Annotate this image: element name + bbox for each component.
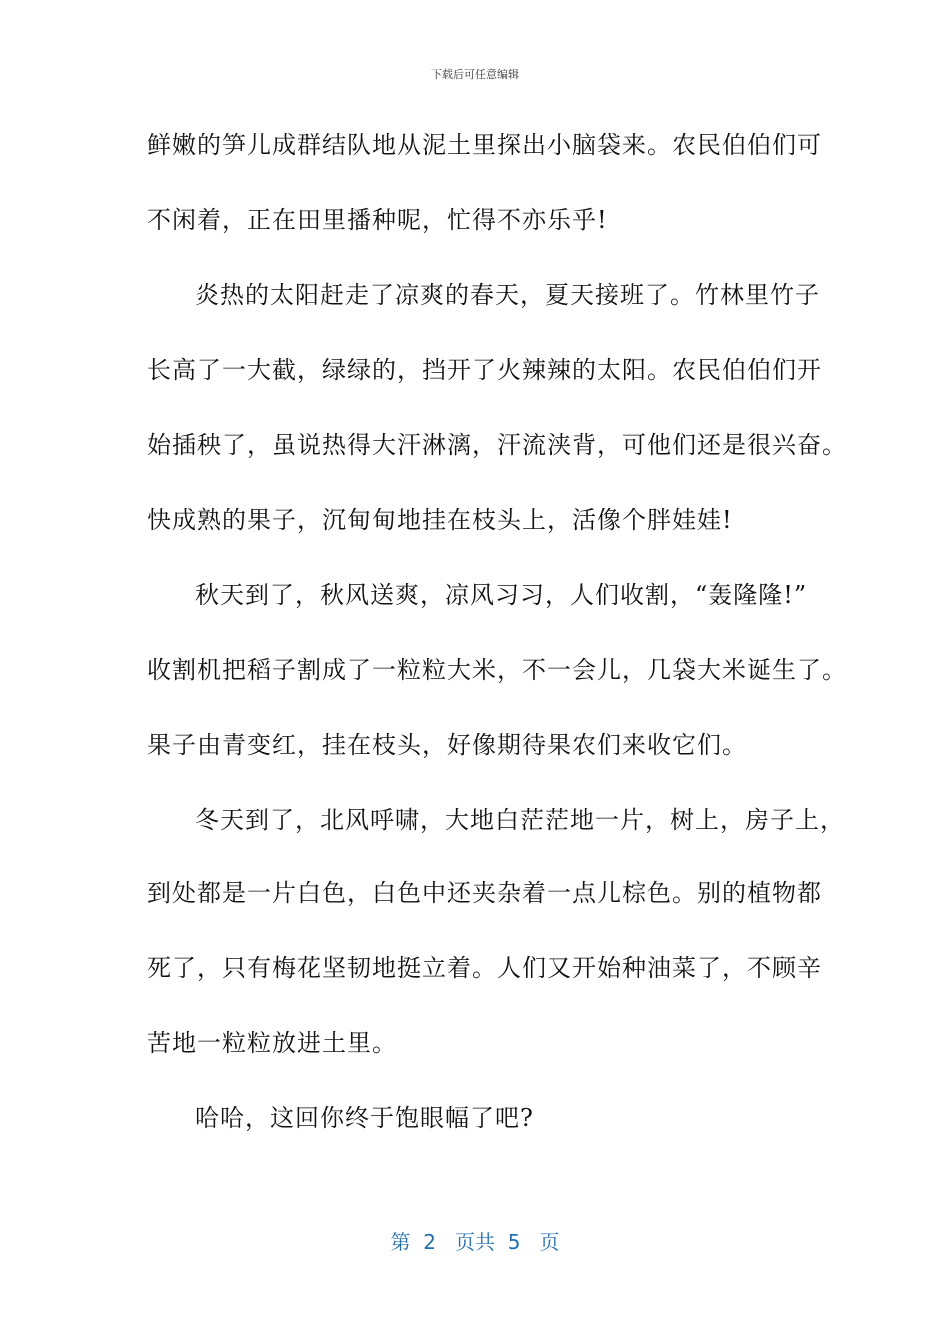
paragraph-line: 始插秧了，虽说热得大汗淋漓，汗流浃背，可他们还是很兴奋。	[147, 431, 847, 459]
page-number-footer: 第 2 页共 5 页	[390, 1230, 560, 1254]
page-header: 下载后可任意编辑	[431, 68, 519, 81]
paragraph-line: 炎热的太阳赶走了凉爽的春天，夏天接班了。竹林里竹子	[195, 281, 820, 309]
paragraph-line: 死了，只有梅花坚韧地挺立着。人们又开始种油菜了，不顾辛	[147, 954, 822, 982]
paragraph-line: 收割机把稻子割成了一粒粒大米，不一会儿，几袋大米诞生了。	[147, 656, 847, 684]
paragraph-line: 果子由青变红，挂在枝头，好像期待果农们来收它们。	[147, 731, 747, 759]
paragraph-line: 不闲着，正在田里播种呢，忙得不亦乐乎!	[147, 206, 608, 234]
paragraph-line: 冬天到了，北风呼啸，大地白茫茫地一片，树上，房子上，	[195, 806, 845, 834]
paragraph-line: 到处都是一片白色，白色中还夹杂着一点儿棕色。别的植物都	[147, 879, 822, 907]
paragraph-line: 鲜嫩的笋儿成群结队地从泥土里探出小脑袋来。农民伯伯们可	[147, 131, 822, 159]
paragraph-line: 苦地一粒粒放进土里。	[147, 1029, 397, 1057]
paragraph-line: 快成熟的果子，沉甸甸地挂在枝头上，活像个胖娃娃!	[147, 506, 733, 534]
paragraph-line: 哈哈，这回你终于饱眼幅了吧?	[195, 1104, 534, 1132]
paragraph-line: 长高了一大截，绿绿的，挡开了火辣辣的太阳。农民伯伯们开	[147, 356, 822, 384]
paragraph-line: 秋天到了，秋风送爽，凉风习习，人们收割，“轰隆隆!”	[195, 581, 808, 609]
